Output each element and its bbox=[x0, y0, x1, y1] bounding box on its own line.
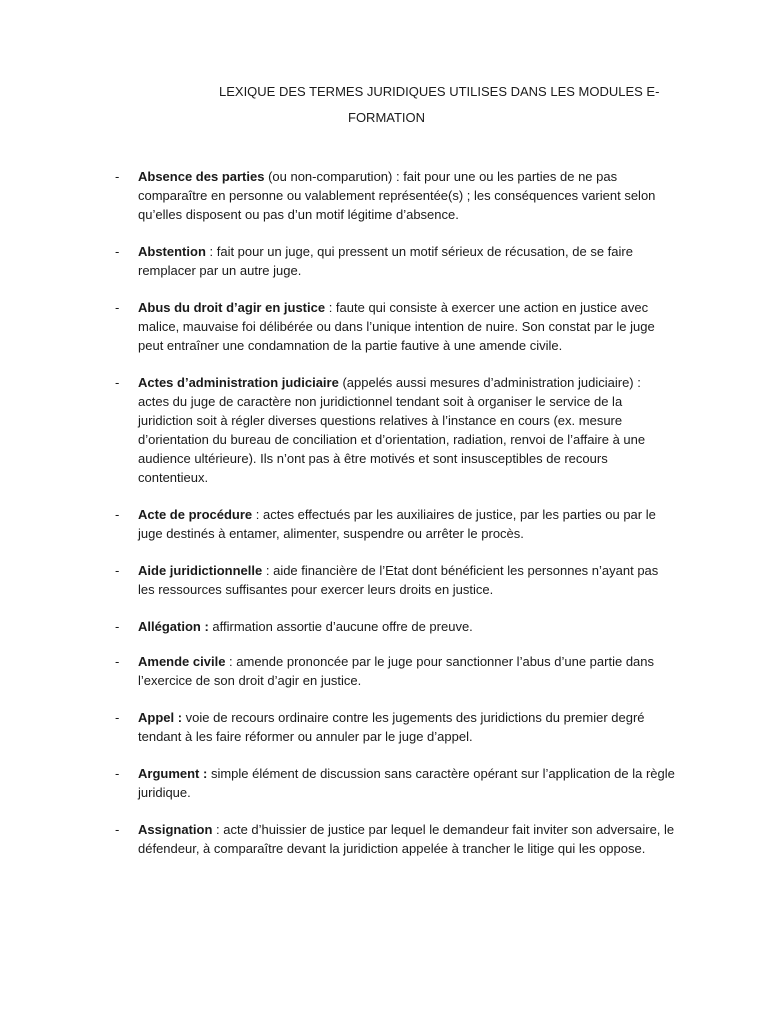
entry-definition: voie de recours ordinaire contre les jugements des juridictions du premier degré tendant à les faire réformer ou annuler par le juge d’appel. bbox=[138, 710, 645, 744]
glossary-entry bbox=[115, 708, 675, 746]
entry-term: Appel : bbox=[138, 710, 183, 725]
document-title-line-2: FORMATION bbox=[348, 110, 426, 125]
entry-term: Assignation bbox=[138, 822, 213, 837]
entry-definition: : aide financière de l’Etat dont bénéficient les personnes n’ayant pas les ressources suffisantes pour exercer leurs droits en justice. bbox=[138, 563, 659, 597]
glossary-entry bbox=[115, 373, 675, 487]
glossary-entry bbox=[115, 167, 675, 224]
glossary-entry bbox=[115, 298, 675, 355]
entry-term: Absence des parties bbox=[138, 169, 265, 184]
glossary-entry bbox=[115, 820, 675, 858]
entry-definition: (ou non-comparution) : fait pour une ou les parties de ne pas comparaître en personne ou valablement représentée(s) ; les conséquences varient selon qu’elles disposent ou pas d’un motif légitime d’absence. bbox=[138, 169, 656, 222]
bullet-dash: - bbox=[115, 244, 120, 259]
glossary-entry bbox=[115, 242, 675, 280]
entry-term: Acte de procédure bbox=[138, 507, 253, 522]
entry-term: Abus du droit d’agir en justice bbox=[138, 300, 326, 315]
glossary-list bbox=[115, 167, 675, 858]
bullet-dash: - bbox=[115, 766, 120, 781]
entry-term: Actes d’administration judiciaire bbox=[138, 375, 339, 390]
entry-definition: : amende prononcée par le juge pour sanctionner l’abus d’une partie dans l’exercice de son droit d’agir en justice. bbox=[138, 654, 655, 688]
entry-term: Aide juridictionnelle bbox=[138, 563, 263, 578]
entry-definition: simple élément de discussion sans caractère opérant sur l’application de la règle juridique. bbox=[138, 766, 675, 800]
glossary-entry bbox=[115, 764, 675, 802]
entry-definition: : actes effectués par les auxiliaires de justice, par les parties ou par le juge destinés à entamer, alimenter, suspendre ou arrêter le procès. bbox=[138, 507, 656, 541]
entry-term: Allégation : bbox=[138, 619, 209, 634]
entry-definition: : acte d’huissier de justice par lequel le demandeur fait inviter son adversaire, le défendeur, à comparaître devant la juridiction appelée à trancher le litige qui les oppose. bbox=[138, 822, 675, 856]
entry-definition: affirmation assortie d’aucune offre de preuve. bbox=[208, 619, 473, 634]
bullet-dash: - bbox=[115, 822, 120, 837]
glossary-entry bbox=[115, 505, 675, 543]
bullet-dash: - bbox=[115, 619, 120, 634]
glossary-entry bbox=[115, 561, 675, 599]
bullet-dash: - bbox=[115, 169, 120, 184]
glossary-entry bbox=[115, 617, 675, 636]
glossary-entry bbox=[115, 652, 675, 690]
bullet-dash: - bbox=[115, 654, 120, 669]
bullet-dash: - bbox=[115, 300, 120, 315]
bullet-dash: - bbox=[115, 710, 120, 725]
entry-term: Argument : bbox=[138, 766, 208, 781]
bullet-dash: - bbox=[115, 563, 120, 578]
entry-definition: : faute qui consiste à exercer une action en justice avec malice, mauvaise foi délibérée ou dans l’unique intention de nuire. Son constat par le juge peut entraîner une condamnation de la partie fautive à une amende civile. bbox=[138, 300, 655, 353]
bullet-dash: - bbox=[115, 375, 120, 390]
entry-term: Amende civile bbox=[138, 654, 226, 669]
entry-definition: : fait pour un juge, qui pressent un motif sérieux de récusation, de se faire remplacer par un autre juge. bbox=[138, 244, 633, 278]
document-title-line-1: LEXIQUE DES TERMES JURIDIQUES UTILISES DANS LES MODULES E- bbox=[219, 84, 660, 99]
bullet-dash: - bbox=[115, 507, 120, 522]
entry-term: Abstention bbox=[138, 244, 206, 259]
entry-definition: (appelés aussi mesures d’administration judiciaire) : actes du juge de caractère non juridictionnel tendant soit à organiser le service de la juridiction soit à régler diverses questions relatives à l’instance en cours (ex. mesure d’orientation du bureau de conciliation et d’orientation, radiation, renvoi de l’affaire à une audience ultérieure). Ils n’ont pas à être motivés et sont insusceptibles de recours contentieux. bbox=[138, 375, 646, 485]
